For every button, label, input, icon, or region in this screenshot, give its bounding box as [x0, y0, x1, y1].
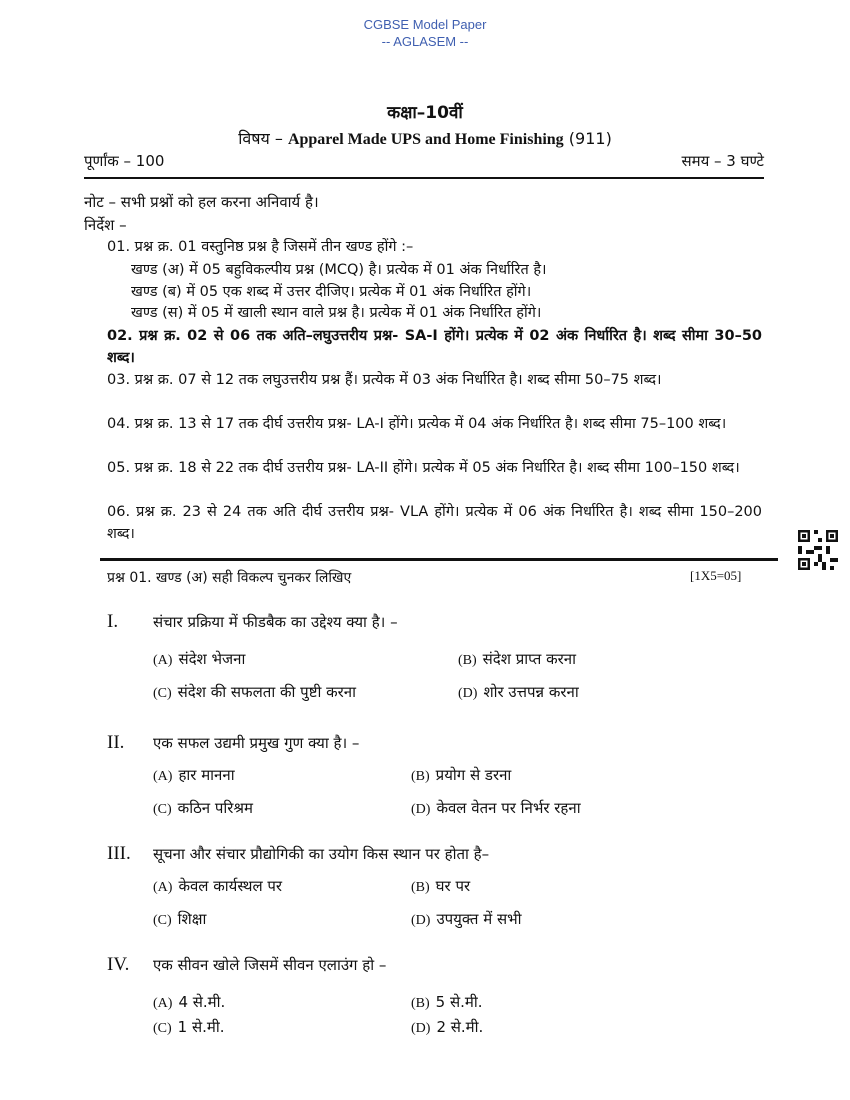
question-4-option-d: (D) 2 से.मी. [411, 1018, 484, 1036]
question-1-option-c: (C) संदेश की सफलता की पुष्टी करना [153, 683, 356, 701]
question-2-number: II. [107, 732, 125, 753]
question-2-text: एक सफल उद्यमी प्रमुख गुण क्या है। – [153, 734, 360, 752]
question-4-option-c: (C) 1 से.मी. [153, 1018, 225, 1036]
question-4-number: IV. [107, 954, 130, 975]
question-3-option-d: (D) उपयुक्त में सभी [411, 910, 522, 928]
question-1-text: संचार प्रक्रिया में फीडबैक का उद्देश्य क्या है। – [153, 613, 398, 631]
class-title: कक्षा–10वीं [387, 103, 463, 123]
instruction-5: 05. प्रश्न क्र. 18 से 22 तक दीर्घ उत्तरीय प्रश्न- LA-II होंगे। प्रत्येक में 05 अंक निर्धारित है। शब्द सीमा 100–150 शब्द। [107, 460, 740, 476]
instruction-sub-2: खण्ड (ब) में 05 एक शब्द में उत्तर दीजिए। प्रत्येक में 01 अंक निर्धारित होंगे। [131, 284, 532, 300]
question-4-option-a: (A) 4 से.मी. [153, 993, 226, 1011]
question-3-option-a: (A) केवल कार्यस्थल पर [153, 877, 283, 895]
exam-time: समय – 3 घण्टे [681, 152, 764, 170]
marks-time-row [84, 151, 764, 171]
watermark-line-1: CGBSE Model Paper [363, 17, 487, 32]
section-divider [100, 558, 778, 561]
direction-heading: निर्देश – [84, 216, 127, 234]
question-1-option-a: (A) संदेश भेजना [153, 650, 246, 668]
qr-code [798, 530, 838, 570]
total-marks: पूर्णांक – 100 [84, 152, 165, 170]
instruction-sub-1: खण्ड (अ) में 05 बहुविकल्पीय प्रश्न (MCQ) है। प्रत्येक में 01 अंक निर्धारित है। [131, 262, 547, 278]
section-marks: [1X5=05] [690, 568, 742, 583]
subject-name: Apparel Made UPS and Home Finishing [287, 131, 564, 148]
question-1-option-d: (D) शोर उत्तपन्न करना [458, 683, 579, 701]
question-3-text: सूचना और संचार प्रौद्योगिकी का उयोग किस स्थान पर होता है– [153, 845, 490, 863]
watermark-line-2: -- AGLASEM -- [381, 34, 469, 49]
question-3-option-b: (B) घर पर [411, 877, 471, 895]
subject-prefix: विषय – [238, 129, 283, 148]
instruction-3: 03. प्रश्न क्र. 07 से 12 तक लघुउत्तरीय प्रश्न हैं। प्रत्येक में 03 अंक निर्धारित है। शब्द सीमा 50–75 शब्द। [107, 372, 662, 388]
question-3-number: III. [107, 843, 131, 864]
question-4-option-b: (B) 5 से.मी. [411, 993, 483, 1011]
question-1-number: I. [107, 611, 119, 632]
instruction-sub-3: खण्ड (स) में 05 में खाली स्थान वाले प्रश्न है। प्रत्येक में 01 अंक निर्धारित होंगे। [131, 305, 542, 321]
question-2-option-b: (B) प्रयोग से डरना [411, 766, 512, 784]
instruction-6: 06. प्रश्न क्र. 23 से 24 तक अति दीर्घ उत्तरीय प्रश्न- VLA होंगे। प्रत्येक में 06 अंक निर्धारित है। शब्द सीमा 150–200 शब्द। [107, 504, 762, 542]
question-2-option-d: (D) केवल वेतन पर निर्भर रहना [411, 799, 581, 817]
subject-code: (911) [568, 129, 612, 148]
section-title: प्रश्न 01. खण्ड (अ) सही विकल्प चुनकर लिखिए [107, 570, 352, 586]
question-4-text: एक सीवन खोले जिसमें सीवन एलाउंग हो – [153, 956, 387, 974]
note: नोट – सभी प्रश्नों को हल करना अनिवार्य है। [84, 193, 319, 211]
instruction-4: 04. प्रश्न क्र. 13 से 17 तक दीर्घ उत्तरीय प्रश्न- LA-I होंगे। प्रत्येक में 04 अंक निर्धारित है। शब्द सीमा 75–100 शब्द। [107, 416, 727, 432]
question-2-option-c: (C) कठिन परिश्रम [153, 799, 254, 817]
instruction-2: 02. प्रश्न क्र. 02 से 06 तक अति–लघुउत्तरीय प्रश्न- SA-I होंगे। प्रत्येक में 02 अंक निर्धारित है। शब्द सीमा 30–50 शब्द। [107, 328, 762, 366]
header-divider [84, 177, 764, 179]
question-1-option-b: (B) संदेश प्राप्त करना [458, 650, 576, 668]
instruction-1: 01. प्रश्न क्र. 01 वस्तुनिष्ठ प्रश्न है जिसमें तीन खण्ड होंगे :– [107, 239, 414, 255]
question-3-option-c: (C) शिक्षा [153, 910, 207, 928]
subject-line [0, 127, 850, 149]
question-2-option-a: (A) हार मानना [153, 766, 235, 784]
